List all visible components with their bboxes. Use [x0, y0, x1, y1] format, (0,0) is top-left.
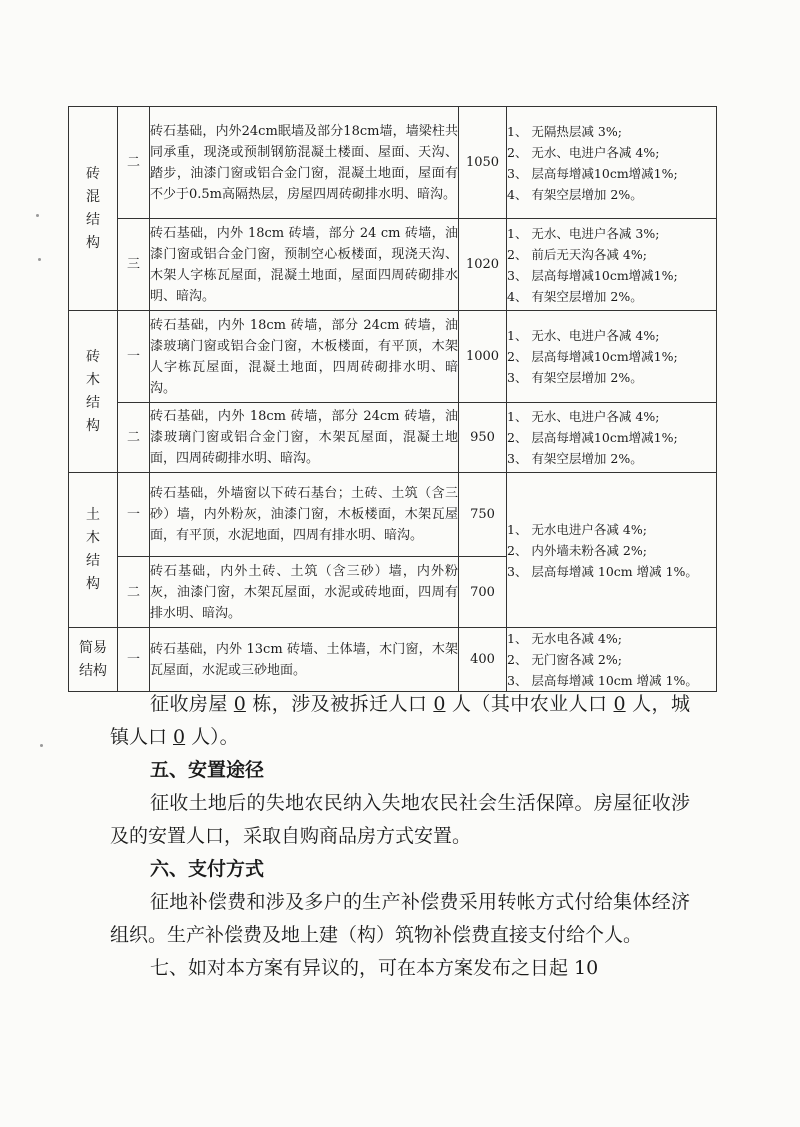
scan-speck [40, 744, 43, 747]
price-cell: 950 [459, 403, 507, 473]
grade-cell: 一 [118, 311, 150, 403]
price-cell: 1050 [459, 107, 507, 219]
table-row [69, 219, 717, 311]
description-cell: 砖石基础，内外 18cm 砖墙，部分 24cm 砖墙，油漆玻璃门窗或铝合金门窗，木板楼面，有平顶，木架人字栋瓦屋面，混凝土地面，四周砖砌排水明、暗沟。 [150, 311, 459, 403]
table-row [69, 107, 717, 219]
description-cell: 砖石基础，内外土砖、土筑（含三砂）墙，内外粉灰，油漆门窗，木架瓦屋面，水泥或砖地面，四周有排水明、暗沟。 [150, 557, 459, 628]
adjustment-notes-cell: 1、 无水、电进户各减 4%; 2、 层高每增减10cm增减1%; 3、 有架空层增加 2%。 [507, 403, 717, 473]
grade-cell: 二 [118, 403, 150, 473]
category-cell: 砖 木 结 构 [69, 311, 118, 473]
grade-cell: 三 [118, 219, 150, 311]
house-compensation-table [68, 106, 717, 692]
category-cell: 简易 结构 [69, 628, 118, 692]
price-cell: 750 [459, 473, 507, 557]
adjustment-notes-cell: 1、 无水电各减 4%; 2、 无门窗各减 2%; 3、 层高每增减 10cm 增减 1%。 [507, 628, 717, 692]
resettlement-paragraph: 征收土地后的失地农民纳入失地农民社会生活保障。房屋征收涉及的安置人口，采取自购商品房方式安置。 [110, 792, 690, 847]
payment-paragraph: 征地补偿费和涉及多户的生产补偿费采用转帐方式付给集体经济组织。生产补偿费及地上建（构）筑物补偿费直接支付给个人。 [110, 891, 690, 946]
relocated-population: 0 [433, 693, 446, 715]
description-cell: 砖石基础，外墙窗以下砖石基台；土砖、土筑（含三砂）墙，内外粉灰，油漆门窗，木板楼面，木架瓦屋面，有平顶，水泥地面，四周有排水明、暗沟。 [150, 473, 459, 557]
scan-speck [38, 258, 41, 261]
price-cell: 1020 [459, 219, 507, 311]
section-heading-resettlement: 五、安置途径 [150, 759, 265, 781]
grade-cell: 一 [118, 473, 150, 557]
scan-speck [36, 214, 39, 217]
price-cell: 1000 [459, 311, 507, 403]
description-cell: 砖石基础，内外 18cm 砖墙，部分 24cm 砖墙，油漆玻璃门窗或铝合金门窗，木架瓦屋面，混凝土地面，四周砖砌排水明、暗沟。 [150, 403, 459, 473]
objection-paragraph: 七、如对本方案有异议的，可在本方案发布之日起 10 [150, 957, 599, 979]
table-row [69, 628, 717, 692]
description-cell: 砖石基础，内外 18cm 砖墙，部分 24 cm 砖墙，油漆门窗或铝合金门窗，预制空心板楼面，现浇天沟、木架人字栋瓦屋面，混凝土地面，屋面四周砖砌排水明、暗沟。 [150, 219, 459, 311]
category-cell: 砖 混 结 构 [69, 107, 118, 311]
section-heading-payment: 六、支付方式 [150, 858, 265, 880]
adjustment-notes-cell: 1、 无水电进户各减 4%; 2、 内外墙未粉各减 2%; 3、 层高每增减 10cm 增减 1%。 [507, 473, 717, 628]
agricultural-population: 0 [613, 693, 626, 715]
table-row [69, 473, 717, 557]
price-cell: 700 [459, 557, 507, 628]
grade-cell: 二 [118, 557, 150, 628]
body-text [110, 688, 690, 985]
table-row [69, 403, 717, 473]
category-cell: 土 木 结 构 [69, 473, 118, 628]
relocation-count-paragraph: 征收房屋 0 栋，涉及被拆迁人口 0 人（其中农业人口 0 人，城镇人口 0 人）。 [110, 693, 690, 748]
table-row [69, 311, 717, 403]
adjustment-notes-cell: 1、 无水、电进户各减 3%; 2、 前后无天沟各减 4%; 3、 层高每增减10cm增减1%; 4、 有架空层增加 2%。 [507, 219, 717, 311]
price-cell: 400 [459, 628, 507, 692]
description-cell: 砖石基础，内外 13cm 砖墙、土体墙，木门窗，木架瓦屋面，水泥或三砂地面。 [150, 628, 459, 692]
adjustment-notes-cell: 1、 无隔热层减 3%; 2、 无水、电进户各减 4%; 3、 层高每增减10cm增减1%; 4、 有架空层增加 2%。 [507, 107, 717, 219]
urban-population: 0 [173, 726, 186, 748]
adjustment-notes-cell: 1、 无水、电进户各减 4%; 2、 层高每增减10cm增减1%; 3、 有架空层增加 2%。 [507, 311, 717, 403]
description-cell: 砖石基础，内外24cm眠墙及部分18cm墙，墙梁柱共同承重，现浇或预制钢筋混凝土楼面、屋面、天沟、踏步，油漆门窗或铝合金门窗，混凝土地面，屋面有不少于0.5m高隔热层，房屋四周砖砌排水明、暗沟。 [150, 107, 459, 219]
houses-count: 0 [233, 693, 246, 715]
grade-cell: 二 [118, 107, 150, 219]
grade-cell: 一 [118, 628, 150, 692]
